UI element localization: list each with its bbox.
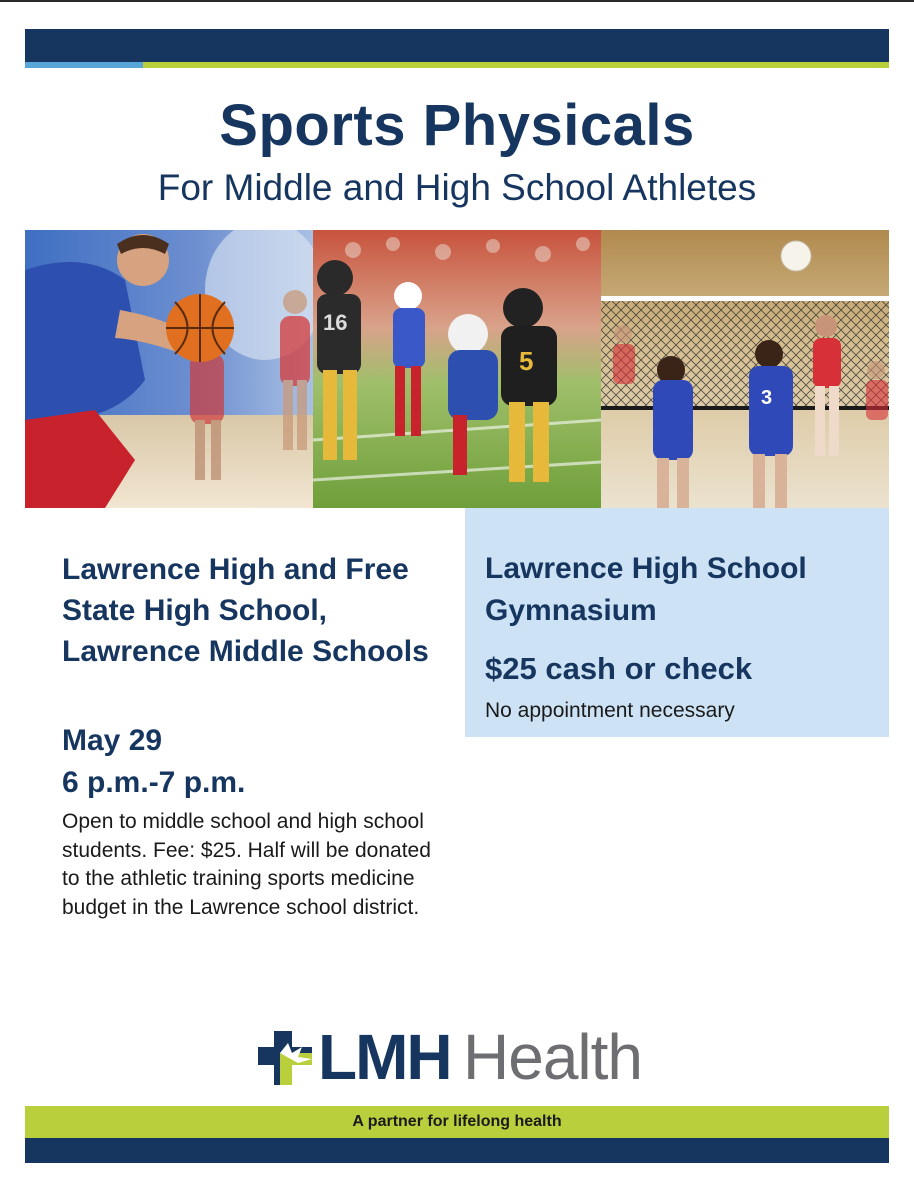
header-stripe [25,62,889,68]
appointment-note: No appointment necessary [485,699,735,722]
info-box [465,508,889,737]
basketball-photo [25,230,313,508]
svg-text:5: 5 [519,346,534,376]
event-price: $25 cash or check [485,651,753,686]
header-stripe-accent [25,62,143,68]
football-players-icon [313,230,601,508]
basketball-player-icon [25,230,313,508]
svg-text:16: 16 [323,310,348,335]
football-photo [313,230,601,508]
page-subtitle: For Middle and High School Athletes [157,167,757,208]
event-description: Open to middle school and high school students. Fee: $25. Half will be donated to the athletic training sports medicine budget in the Lawrence school district. [62,810,431,920]
page-title: Sports Physicals [219,93,695,158]
tagline: A partner for lifelong health [25,1106,889,1138]
volleyball-players-icon [601,230,889,508]
logo-name-bold: LMH [318,1021,451,1093]
header-bar [25,29,889,62]
lmh-logo-icon [258,1031,312,1085]
top-rule [0,0,914,2]
volleyball-photo [601,230,889,508]
footer-bar [25,1138,889,1163]
event-time: 6 p.m.-7 p.m. [62,766,246,799]
logo-name-light: Health [463,1021,642,1093]
event-date: May 29 [62,724,163,757]
event-location: Lawrence High School Gymnasium [485,552,807,627]
event-schools: Lawrence High and Free State High School, Lawrence Middle Schools [62,553,429,668]
svg-text:3: 3 [761,387,773,409]
